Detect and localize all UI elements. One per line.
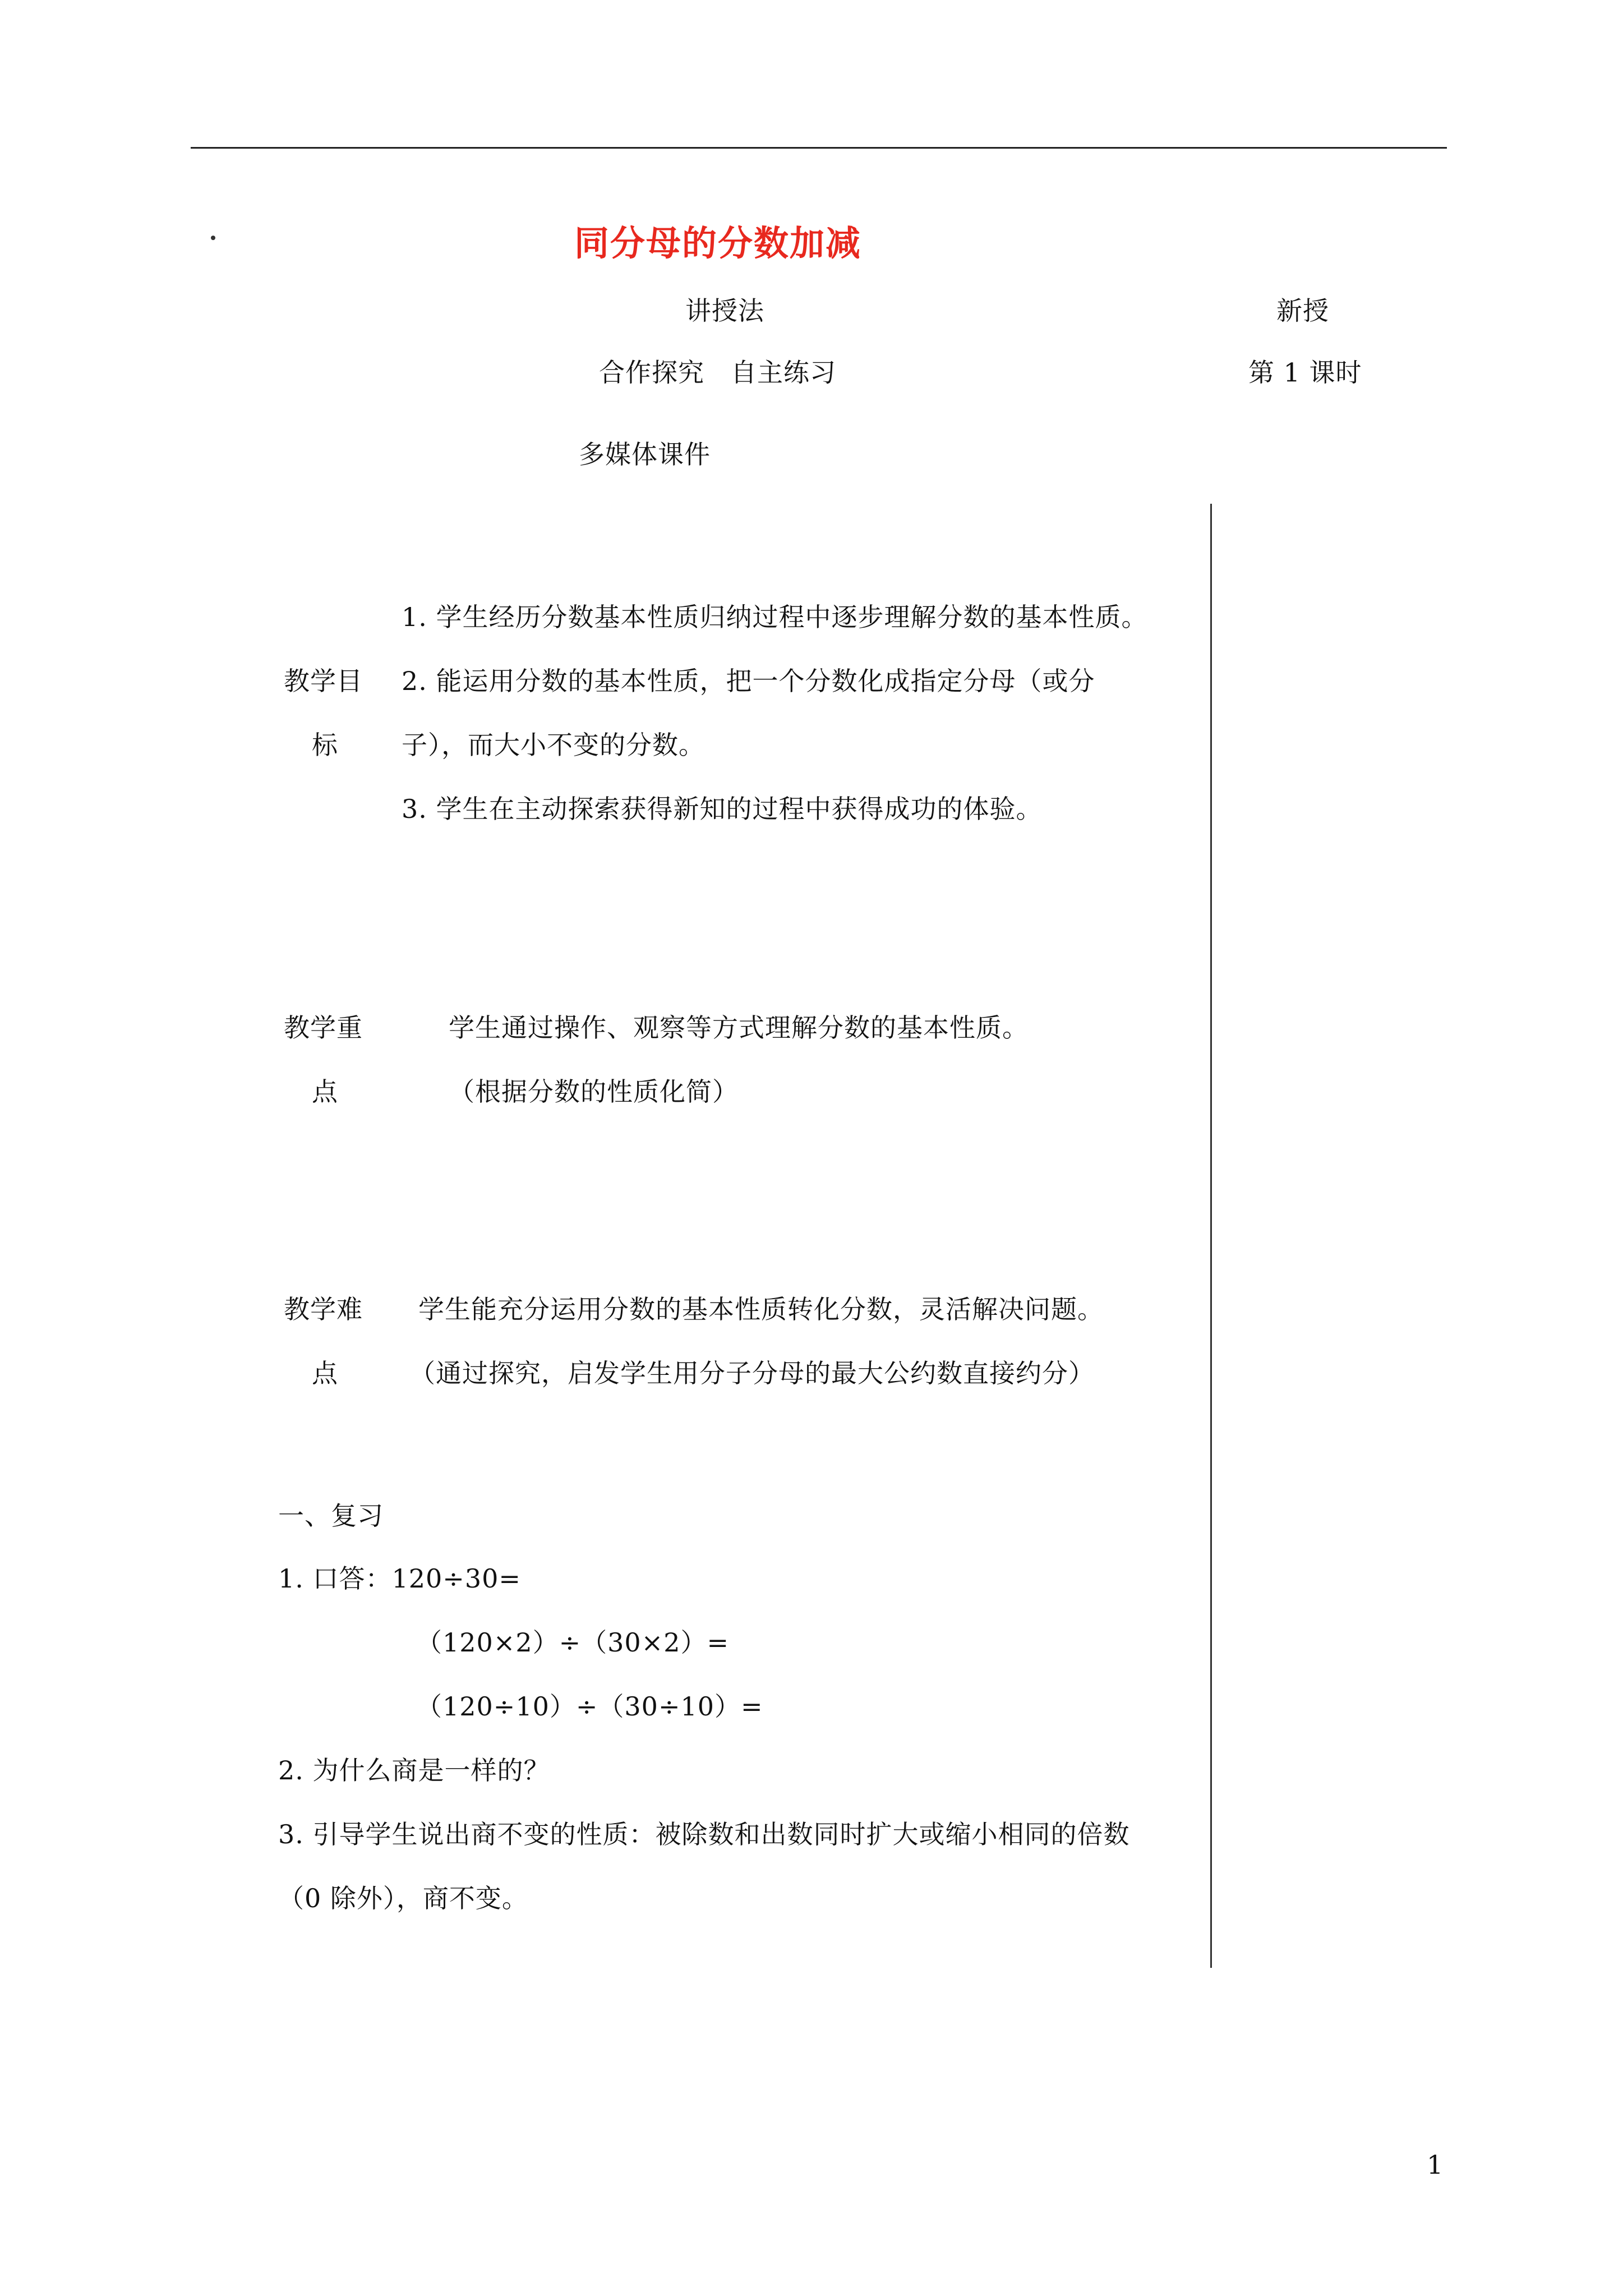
page-number: 1 bbox=[1427, 2150, 1444, 2180]
teaching-method: 讲授法 bbox=[685, 296, 764, 326]
difficulties-line1: 学生能充分运用分数的基本性质转化分数，灵活解决问题。 bbox=[418, 1294, 1104, 1324]
difficulties-line2: （通过探究，启发学生用分子分母的最大公约数直接约分） bbox=[409, 1358, 1095, 1388]
header-rule bbox=[191, 147, 1447, 149]
review-q1-a: （120×2）÷（30×2）= bbox=[416, 1627, 730, 1658]
keypoints-line1: 学生通过操作、观察等方式理解分数的基本性质。 bbox=[449, 1013, 1029, 1043]
review-q1: 1. 口答：120÷30= bbox=[278, 1563, 521, 1594]
objective-item-2: 2. 能运用分数的基本性质，把一个分数化成指定分母（或分 bbox=[402, 666, 1095, 696]
lesson-type: 新授 bbox=[1276, 296, 1329, 326]
difficulties-label-line2: 点 bbox=[312, 1358, 338, 1388]
keypoints-line2: （根据分数的性质化简） bbox=[449, 1076, 739, 1107]
objectives-label-line2: 标 bbox=[312, 730, 338, 760]
objective-item-2-cont: 子），而大小不变的分数。 bbox=[402, 730, 705, 760]
teaching-media: 多媒体课件 bbox=[579, 439, 711, 470]
objective-item-1: 1. 学生经历分数基本性质归纳过程中逐步理解分数的基本性质。 bbox=[402, 602, 1148, 632]
column-divider bbox=[1210, 504, 1212, 1968]
objective-item-3: 3. 学生在主动探索获得新知的过程中获得成功的体验。 bbox=[402, 794, 1043, 824]
keypoints-label-line1: 教学重 bbox=[284, 1013, 363, 1043]
review-q3-line1: 3. 引导学生说出商不变的性质：被除数和出数同时扩大或缩小相同的倍数 bbox=[278, 1819, 1130, 1849]
keypoints-label-line2: 点 bbox=[312, 1076, 338, 1107]
page-title: 同分母的分数加减 bbox=[574, 223, 862, 264]
review-q1-b: （120÷10）÷（30÷10）= bbox=[416, 1691, 763, 1722]
review-q2: 2. 为什么商是一样的？ bbox=[278, 1755, 550, 1786]
bullet-dot bbox=[211, 236, 215, 240]
learning-mode: 合作探究 自主练习 bbox=[599, 357, 836, 388]
process-heading: 一、复习 bbox=[278, 1501, 384, 1531]
lesson-period: 第 1 课时 bbox=[1248, 357, 1362, 388]
difficulties-label-line1: 教学难 bbox=[284, 1294, 363, 1324]
objectives-label-line1: 教学目 bbox=[284, 666, 363, 696]
review-q3-line2: （0 除外），商不变。 bbox=[278, 1883, 528, 1913]
